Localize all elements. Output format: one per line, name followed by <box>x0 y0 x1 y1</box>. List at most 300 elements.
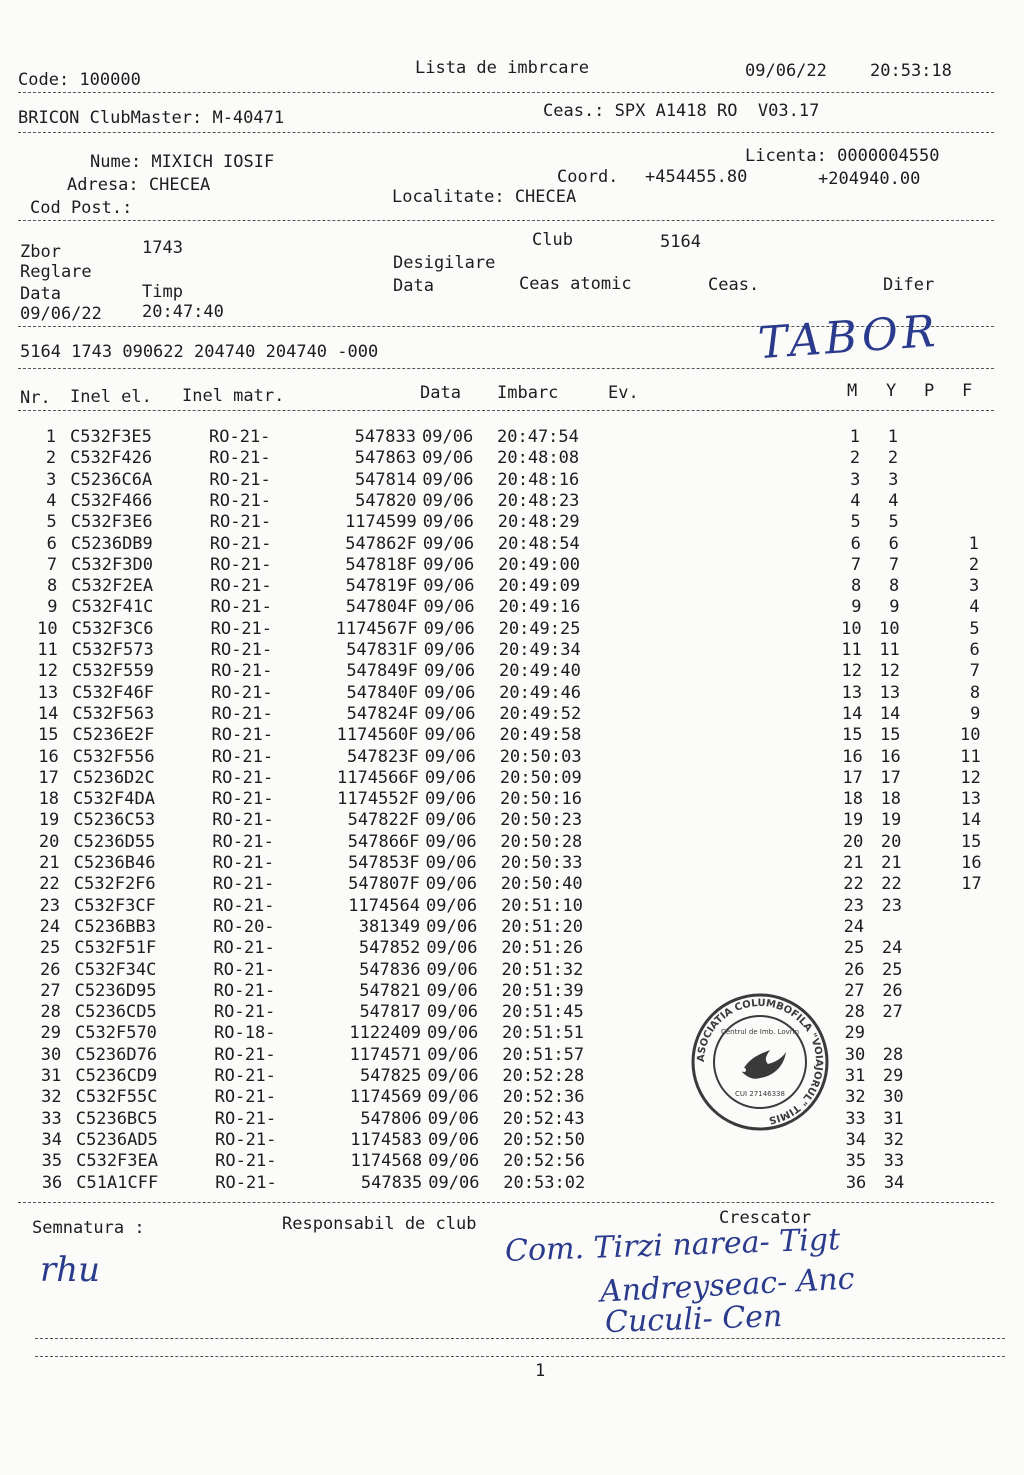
row-y-rank: 27 <box>882 1002 903 1023</box>
row-f-rank: 6 <box>969 640 980 660</box>
table-row <box>0 725 1024 746</box>
row-number: 22 <box>39 874 60 895</box>
table-row <box>0 704 1024 725</box>
row-ring-number: 547824F <box>346 703 419 724</box>
row-f-rank: 8 <box>969 682 981 703</box>
row-arrival-time: 20:50:23 <box>500 810 583 831</box>
row-ring-number: 547807F <box>348 874 420 895</box>
row-electronic-ring: C532F3EA <box>76 1151 158 1172</box>
row-ring-number: 547833 <box>354 427 416 447</box>
row-m-rank: 36 <box>845 1172 867 1193</box>
row-number: 10 <box>37 618 58 639</box>
row-arrival-time: 20:49:34 <box>498 640 581 660</box>
row-number: 9 <box>47 597 58 618</box>
row-number: 4 <box>46 490 57 511</box>
row-arrival-time: 20:52:36 <box>502 1087 585 1108</box>
row-ring-number: 547820 <box>355 490 417 511</box>
row-ring-prefix: RO-21- <box>210 618 273 639</box>
row-arrival-time: 20:50:40 <box>500 874 583 895</box>
row-arrival-date: 09/06 <box>424 682 476 703</box>
row-ring-prefix: RO-20- <box>213 916 275 937</box>
flight-label: Zbor <box>20 242 61 262</box>
signature: rhu <box>40 1250 101 1290</box>
row-y-rank: 4 <box>888 490 899 511</box>
dove-icon <box>742 1050 786 1079</box>
row-arrival-time: 20:51:10 <box>500 895 583 916</box>
row-arrival-date: 09/06 <box>427 1087 479 1108</box>
table-row <box>0 491 1024 512</box>
row-arrival-time: 20:51:26 <box>501 938 584 959</box>
row-ring-prefix: RO-21- <box>212 789 274 810</box>
row-ring-number: 1174567F <box>335 618 418 639</box>
row-arrival-time: 20:50:09 <box>499 767 582 788</box>
row-m-rank: 34 <box>845 1129 866 1150</box>
row-arrival-time: 20:48:23 <box>497 490 580 511</box>
club-responsible-label: Responsabil de club <box>282 1214 477 1234</box>
row-ring-prefix: RO-21- <box>211 746 274 767</box>
page-number: 1 <box>535 1361 546 1381</box>
row-electronic-ring: C532F2F6 <box>73 874 156 895</box>
club-number: 5164 <box>660 232 701 252</box>
row-number: 13 <box>37 682 59 703</box>
row-arrival-date: 09/06 <box>427 1023 479 1044</box>
row-arrival-date: 09/06 <box>427 1129 480 1150</box>
row-electronic-ring: C532F556 <box>72 746 155 767</box>
row-m-rank: 19 <box>842 810 864 831</box>
ceas-label: Ceas.: SPX A1418 RO V03.17 <box>543 101 820 121</box>
row-number: 15 <box>38 725 59 746</box>
row-arrival-date: 09/06 <box>422 427 474 447</box>
row-electronic-ring: C532F563 <box>72 703 155 724</box>
table-row <box>0 768 1024 789</box>
row-number: 20 <box>38 831 60 852</box>
row-number: 18 <box>38 789 60 810</box>
row-electronic-ring: C5236CD5 <box>74 1002 157 1023</box>
table-row <box>0 917 1024 938</box>
row-arrival-time: 20:48:16 <box>497 469 580 490</box>
row-ring-prefix: RO-21- <box>212 895 275 916</box>
row-m-rank: 15 <box>842 725 863 746</box>
row-ring-prefix: RO-21- <box>213 980 276 1001</box>
row-ring-number: 547819F <box>345 576 418 597</box>
row-arrival-time: 20:49:00 <box>498 554 580 575</box>
row-arrival-date: 09/06 <box>423 597 475 618</box>
unseal-date-label: Data <box>393 276 434 296</box>
row-m-rank: 7 <box>850 554 862 575</box>
row-arrival-date: 09/06 <box>425 810 477 831</box>
row-y-rank: 32 <box>883 1129 904 1150</box>
col-ev: Ev. <box>608 383 639 403</box>
row-arrival-time: 20:49:40 <box>498 661 581 682</box>
row-arrival-date: 09/06 <box>426 980 478 1001</box>
row-ring-number: 547831F <box>346 640 418 660</box>
row-m-rank: 11 <box>841 640 862 660</box>
row-ring-number: 547849F <box>346 661 418 682</box>
row-y-rank: 6 <box>888 533 899 554</box>
row-y-rank: 14 <box>879 703 901 724</box>
row-y-rank: 30 <box>883 1087 904 1108</box>
col-data: Data <box>420 383 461 403</box>
row-m-rank: 4 <box>850 490 861 511</box>
row-arrival-time: 20:53:02 <box>503 1172 586 1193</box>
postal-code-label: Cod Post.: <box>30 198 133 218</box>
row-arrival-time: 20:52:28 <box>502 1066 585 1086</box>
row-ring-prefix: RO-21- <box>209 469 271 490</box>
row-f-rank: 1 <box>968 533 979 554</box>
divider <box>35 1356 1005 1357</box>
row-y-rank: 1 <box>887 427 898 447</box>
row-y-rank: 11 <box>879 640 900 660</box>
row-ring-prefix: RO-21- <box>210 576 272 597</box>
document-title: Lista de imbrcare <box>415 58 589 78</box>
row-m-rank: 20 <box>842 831 864 852</box>
row-m-rank: 17 <box>842 767 863 788</box>
table-row <box>0 789 1024 810</box>
row-arrival-date: 09/06 <box>422 512 474 533</box>
row-electronic-ring: C532F34C <box>74 959 157 980</box>
row-ring-prefix: RO-21- <box>211 767 274 788</box>
row-electronic-ring: C532F2EA <box>71 576 154 597</box>
table-row <box>0 1173 1024 1194</box>
row-number: 12 <box>37 661 58 682</box>
row-y-rank: 7 <box>888 554 900 575</box>
row-arrival-time: 20:48:54 <box>497 533 580 554</box>
row-arrival-time: 20:49:46 <box>499 682 582 703</box>
row-electronic-ring: C532F3CF <box>73 895 156 916</box>
row-number: 1 <box>45 427 56 447</box>
table-row <box>0 1087 1024 1108</box>
row-y-rank: 23 <box>881 895 902 916</box>
row-ring-prefix: RO-21- <box>209 448 271 469</box>
row-ring-number: 547852 <box>358 938 421 959</box>
col-p: P <box>924 381 935 401</box>
row-electronic-ring: C5236AD5 <box>75 1129 158 1150</box>
owner-name: Nume: MIXICH IOSIF <box>90 152 275 172</box>
row-m-rank: 22 <box>843 874 864 895</box>
row-arrival-date: 09/06 <box>426 938 478 959</box>
row-ring-prefix: RO-21- <box>214 1044 276 1065</box>
row-ring-number: 547840F <box>346 682 419 703</box>
row-arrival-time: 20:47:54 <box>497 427 579 447</box>
row-m-rank: 23 <box>843 895 864 916</box>
row-ring-prefix: RO-21- <box>214 1129 277 1150</box>
row-electronic-ring: C5236B46 <box>73 853 156 873</box>
row-number: 19 <box>38 810 60 831</box>
signature-label: Semnatura : <box>32 1218 145 1238</box>
row-number: 25 <box>39 938 61 959</box>
row-arrival-time: 20:51:57 <box>502 1044 585 1065</box>
row-m-rank: 13 <box>841 682 863 703</box>
row-ring-prefix: RO-21- <box>211 725 273 746</box>
row-number: 29 <box>40 1023 62 1044</box>
row-arrival-time: 20:52:50 <box>502 1129 585 1150</box>
row-y-rank: 28 <box>882 1044 904 1065</box>
row-arrival-time: 20:50:28 <box>500 831 583 852</box>
row-ring-number: 1174583 <box>350 1129 422 1150</box>
row-electronic-ring: C5236E2F <box>72 725 155 746</box>
row-ring-number: 547825 <box>359 1066 422 1086</box>
row-y-rank: 34 <box>883 1172 905 1193</box>
row-arrival-date: 09/06 <box>425 789 477 810</box>
table-row <box>0 576 1024 597</box>
row-ring-number: 1174568 <box>350 1151 423 1172</box>
row-m-rank: 25 <box>843 938 865 959</box>
row-ring-prefix: RO-21- <box>213 938 275 959</box>
unseal-label: Desigilare <box>393 253 496 273</box>
row-arrival-date: 09/06 <box>425 853 477 873</box>
coord-label: Coord. <box>557 167 619 187</box>
row-ring-prefix: RO-21- <box>212 874 275 895</box>
row-y-rank: 24 <box>881 938 903 959</box>
row-electronic-ring: C5236BB3 <box>74 916 157 937</box>
row-ring-prefix: RO-21- <box>210 597 272 618</box>
row-ring-prefix: RO-21- <box>212 810 274 831</box>
row-number: 36 <box>41 1172 63 1193</box>
row-y-rank: 29 <box>882 1066 904 1086</box>
row-m-rank: 24 <box>843 916 865 937</box>
row-ring-prefix: RO-21- <box>209 512 272 533</box>
row-y-rank: 19 <box>880 810 902 831</box>
adjust-time: 20:47:40 <box>142 302 224 322</box>
col-imbarc: Imbarc <box>497 383 559 403</box>
table-row <box>0 960 1024 981</box>
row-m-rank: 16 <box>842 746 863 767</box>
flight-code-line: 5164 1743 090622 204740 204740 -000 <box>20 342 379 362</box>
table-row <box>0 1130 1024 1151</box>
row-number: 8 <box>47 576 58 597</box>
row-ring-number: 1174560F <box>336 725 419 746</box>
row-y-rank: 26 <box>882 980 903 1001</box>
table-row <box>0 1002 1024 1023</box>
divider <box>18 1202 994 1203</box>
row-number: 26 <box>40 959 61 980</box>
row-ring-prefix: RO-21- <box>214 1066 276 1086</box>
row-f-rank: 17 <box>961 874 982 895</box>
handwritten-witness-1: Com. Tirzi narea- Tigt <box>504 1222 841 1269</box>
row-electronic-ring: C5236D76 <box>75 1044 158 1065</box>
row-arrival-date: 09/06 <box>423 576 475 597</box>
row-arrival-time: 20:50:16 <box>500 789 582 810</box>
row-arrival-date: 09/06 <box>422 533 475 554</box>
table-row <box>0 853 1024 874</box>
row-ring-prefix: RO-21- <box>209 533 272 554</box>
row-y-rank: 5 <box>888 512 899 533</box>
row-number: 24 <box>39 916 61 937</box>
row-m-rank: 32 <box>845 1087 866 1108</box>
row-ring-number: 381349 <box>358 916 421 937</box>
row-arrival-time: 20:49:09 <box>498 576 581 597</box>
row-ring-number: 547853F <box>347 853 420 873</box>
row-y-rank: 18 <box>880 789 902 810</box>
row-electronic-ring: C5236CD9 <box>75 1066 158 1086</box>
col-inel-matr: Inel matr. <box>182 386 285 406</box>
row-number: 23 <box>39 895 60 916</box>
row-electronic-ring: C5236D95 <box>74 980 157 1001</box>
row-ring-prefix: RO-21- <box>215 1151 277 1172</box>
table-row <box>0 810 1024 831</box>
row-y-rank: 20 <box>880 831 902 852</box>
row-f-rank: 12 <box>960 767 981 788</box>
row-electronic-ring: C51A1CFF <box>76 1172 159 1193</box>
table-row <box>0 619 1024 640</box>
divider <box>18 92 994 93</box>
col-inel-el: Inel el. <box>70 387 152 407</box>
row-arrival-time: 20:51:32 <box>501 959 584 980</box>
row-number: 7 <box>46 554 58 575</box>
row-ring-number: 1174571 <box>349 1044 422 1065</box>
coord-latitude: +454455.80 <box>645 167 748 187</box>
row-ring-number: 547817 <box>359 1002 421 1023</box>
row-number: 35 <box>41 1151 63 1172</box>
row-arrival-time: 20:49:52 <box>499 703 582 724</box>
row-y-rank: 9 <box>889 597 900 618</box>
row-m-rank: 21 <box>843 853 864 873</box>
row-arrival-time: 20:48:29 <box>497 512 580 533</box>
flight-number: 1743 <box>142 238 183 258</box>
row-m-rank: 30 <box>844 1044 866 1065</box>
table-row <box>0 427 1024 448</box>
row-arrival-date: 09/06 <box>426 959 478 980</box>
row-arrival-date: 09/06 <box>426 916 478 937</box>
row-f-rank: 3 <box>969 576 980 597</box>
row-ring-prefix: RO-21- <box>214 1108 277 1129</box>
row-arrival-date: 09/06 <box>425 895 478 916</box>
row-arrival-date: 09/06 <box>427 1044 479 1065</box>
row-y-rank: 31 <box>883 1108 904 1129</box>
row-electronic-ring: C5236D55 <box>73 831 156 852</box>
row-f-rank: 11 <box>960 746 981 767</box>
row-arrival-date: 09/06 <box>422 490 474 511</box>
row-f-rank: 15 <box>960 831 982 852</box>
row-electronic-ring: C5236DB9 <box>70 533 153 554</box>
breeder-label: Crescator <box>719 1208 812 1228</box>
row-f-rank: 5 <box>969 618 980 639</box>
row-ring-prefix: RO-21- <box>213 959 275 980</box>
table-row <box>0 874 1024 895</box>
table-row <box>0 1151 1024 1172</box>
row-ring-number: 547862F <box>345 533 417 554</box>
row-ring-number: 547822F <box>347 810 420 831</box>
row-ring-prefix: RO-21- <box>215 1172 277 1193</box>
row-arrival-time: 20:48:08 <box>497 448 580 469</box>
row-f-rank: 9 <box>970 703 981 724</box>
club-label: Club <box>532 230 573 250</box>
table-row <box>0 661 1024 682</box>
row-electronic-ring: C5236D2C <box>72 767 155 788</box>
table-row <box>0 832 1024 853</box>
table-row <box>0 938 1024 959</box>
row-electronic-ring: C5236C53 <box>73 810 156 831</box>
stamp-outer-text: ASOCIATIA COLUMBOFILA "VOIAJORUL" TIMIS <box>695 997 825 1126</box>
row-number: 3 <box>46 469 57 490</box>
row-number: 11 <box>37 640 58 660</box>
row-number: 31 <box>40 1066 62 1086</box>
row-electronic-ring: C532F3C6 <box>71 618 154 639</box>
row-arrival-date: 09/06 <box>424 746 476 767</box>
row-f-rank: 16 <box>961 853 982 873</box>
row-arrival-date: 09/06 <box>423 640 475 660</box>
row-arrival-time: 20:51:39 <box>501 980 584 1001</box>
row-y-rank: 12 <box>879 661 900 682</box>
row-number: 21 <box>39 853 60 873</box>
table-row <box>0 1023 1024 1044</box>
row-electronic-ring: C5236BC5 <box>75 1108 158 1129</box>
atomic-clock-label: Ceas atomic <box>519 274 632 294</box>
row-y-rank: 2 <box>887 448 899 469</box>
table-row <box>0 512 1024 533</box>
row-arrival-time: 20:49:16 <box>498 597 581 618</box>
row-number: 5 <box>46 512 57 533</box>
row-arrival-date: 09/06 <box>425 874 477 895</box>
row-arrival-time: 20:49:25 <box>498 618 581 639</box>
row-electronic-ring: C532F55C <box>75 1087 158 1108</box>
row-m-rank: 10 <box>841 618 862 639</box>
row-arrival-date: 09/06 <box>423 554 475 575</box>
row-m-rank: 2 <box>849 448 861 469</box>
handwritten-witness-2: Andreyseac- Anc <box>599 1261 856 1310</box>
row-m-rank: 8 <box>851 576 862 597</box>
row-number: 33 <box>41 1108 62 1129</box>
row-y-rank: 25 <box>882 959 903 980</box>
row-electronic-ring: C532F426 <box>70 448 153 469</box>
row-number: 6 <box>46 533 57 554</box>
row-electronic-ring: C532F51F <box>74 938 157 959</box>
row-number: 27 <box>40 980 61 1001</box>
row-ring-prefix: RO-21- <box>212 831 274 852</box>
row-m-rank: 12 <box>841 661 862 682</box>
row-arrival-date: 09/06 <box>423 618 475 639</box>
row-ring-prefix: RO-21- <box>212 853 275 873</box>
row-ring-prefix: RO-18- <box>214 1023 276 1044</box>
stamp-cui: CUI 27146338 <box>735 1090 785 1098</box>
row-ring-prefix: RO-21- <box>211 682 273 703</box>
row-arrival-time: 20:51:20 <box>501 916 584 937</box>
row-electronic-ring: C532F559 <box>71 661 154 682</box>
row-arrival-time: 20:50:03 <box>499 746 582 767</box>
table-row <box>0 448 1024 469</box>
row-arrival-date: 09/06 <box>427 1108 479 1129</box>
handwritten-witness-3: Cuculi- Cen <box>604 1298 783 1341</box>
row-y-rank: 33 <box>883 1151 905 1172</box>
row-ring-prefix: RO-21- <box>209 427 271 447</box>
divider <box>18 132 994 133</box>
row-ring-number: 1174564 <box>348 895 420 916</box>
row-ring-prefix: RO-21- <box>213 1002 276 1023</box>
row-electronic-ring: C532F3E6 <box>70 512 153 533</box>
row-y-rank: 22 <box>881 874 902 895</box>
row-arrival-date: 09/06 <box>428 1151 480 1172</box>
row-arrival-date: 09/06 <box>425 831 477 852</box>
difference-label: Difer <box>883 275 935 295</box>
row-electronic-ring: C532F3E5 <box>70 427 152 447</box>
divider <box>35 1338 1005 1339</box>
row-ring-prefix: RO-21- <box>210 554 272 575</box>
row-electronic-ring: C5236C6A <box>70 469 153 490</box>
row-m-rank: 28 <box>844 1002 865 1023</box>
row-ring-number: 1174566F <box>336 767 419 788</box>
row-ring-number: 1122409 <box>349 1023 422 1044</box>
row-m-rank: 33 <box>845 1108 866 1129</box>
row-electronic-ring: C532F4DA <box>73 789 155 810</box>
col-m: M <box>847 381 858 401</box>
adjust-date: 09/06/22 <box>20 304 102 324</box>
row-electronic-ring: C532F46F <box>72 682 155 703</box>
divider <box>18 368 994 369</box>
row-arrival-date: 09/06 <box>424 767 477 788</box>
row-f-rank: 10 <box>960 725 981 746</box>
table-row <box>0 1109 1024 1130</box>
row-ring-number: 547806 <box>360 1108 422 1129</box>
